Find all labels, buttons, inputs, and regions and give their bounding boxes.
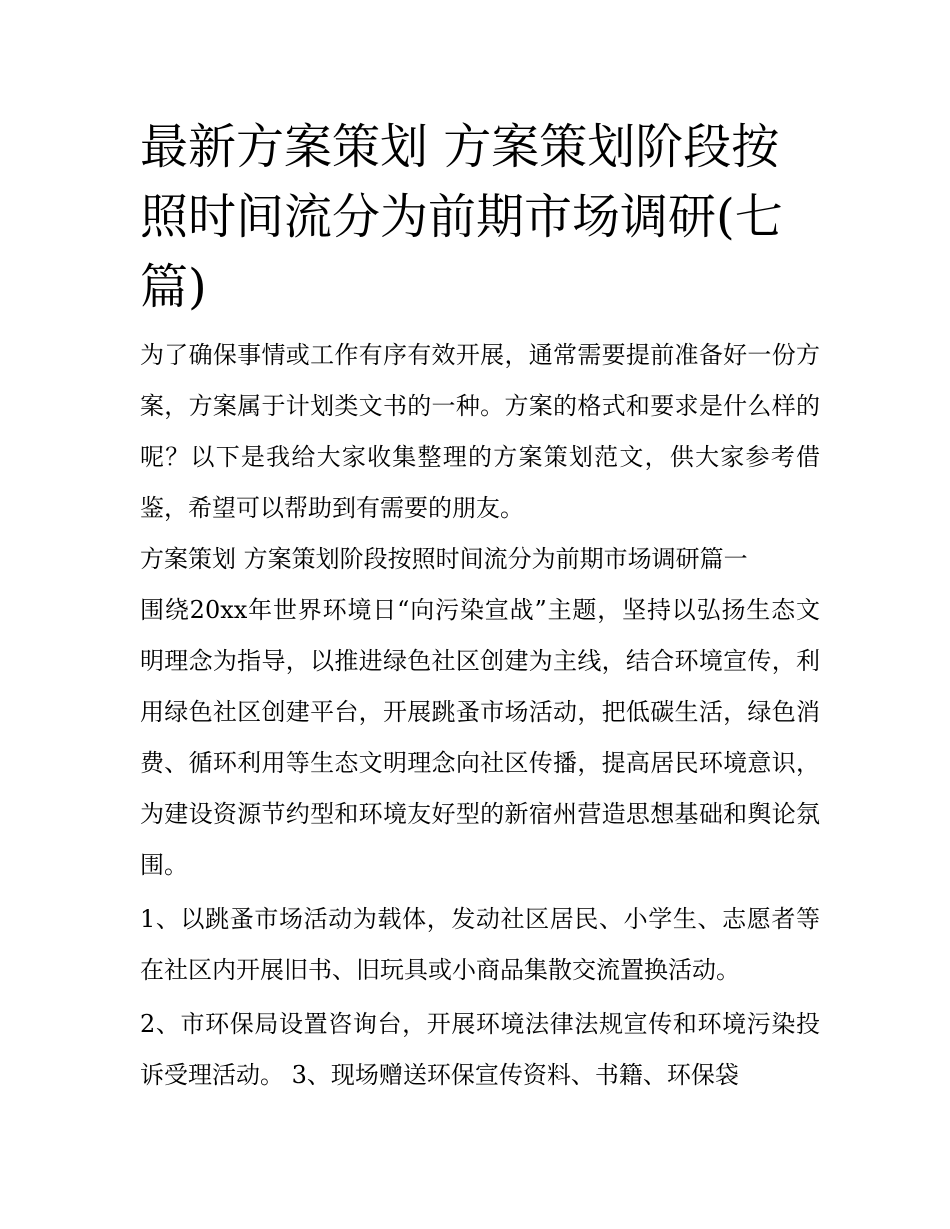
document-content <box>140 112 820 1101</box>
list-item-1: 1、以跳蚤市场活动为载体，发动社区居民、小学生、志愿者等在社区内开展旧书、旧玩具或小商品集散交流置换活动。 <box>140 905 820 984</box>
document-title: 最新方案策划 方案策划阶段按照时间流分为前期市场调研(七篇) <box>140 119 783 315</box>
intro-paragraph: 为了确保事情或工作有序有效开展，通常需要提前准备好一份方案，方案属于计划类文书的一种。方案的格式和要求是什么样的呢？以下是我给大家收集整理的方案策划范文，供大家参考借鉴，希望可以帮助到有需要的朋友。 <box>140 341 820 522</box>
body-paragraph: 围绕20xx年世界环境日“向污染宣战”主题，坚持以弘扬生态文明理念为指导，以推进绿色社区创建为主线，结合环境宣传，利用绿色社区创建平台，开展跳蚤市场活动，把低碳生活，绿色消费、循环利用等生态文明理念向社区传播，提高居民环境意识，为建设资源节约型和环境友好型的新宿州营造思想基础和舆论氛围。 <box>140 596 820 879</box>
list-item-2: 2、市环保局设置咨询台，开展环境法律法规宣传和环境污染投诉受理活动。 3、现场赠送环保宣传资料、书籍、环保袋 <box>140 1010 820 1089</box>
section-heading: 方案策划 方案策划阶段按照时间流分为前期市场调研篇一 <box>140 545 748 573</box>
